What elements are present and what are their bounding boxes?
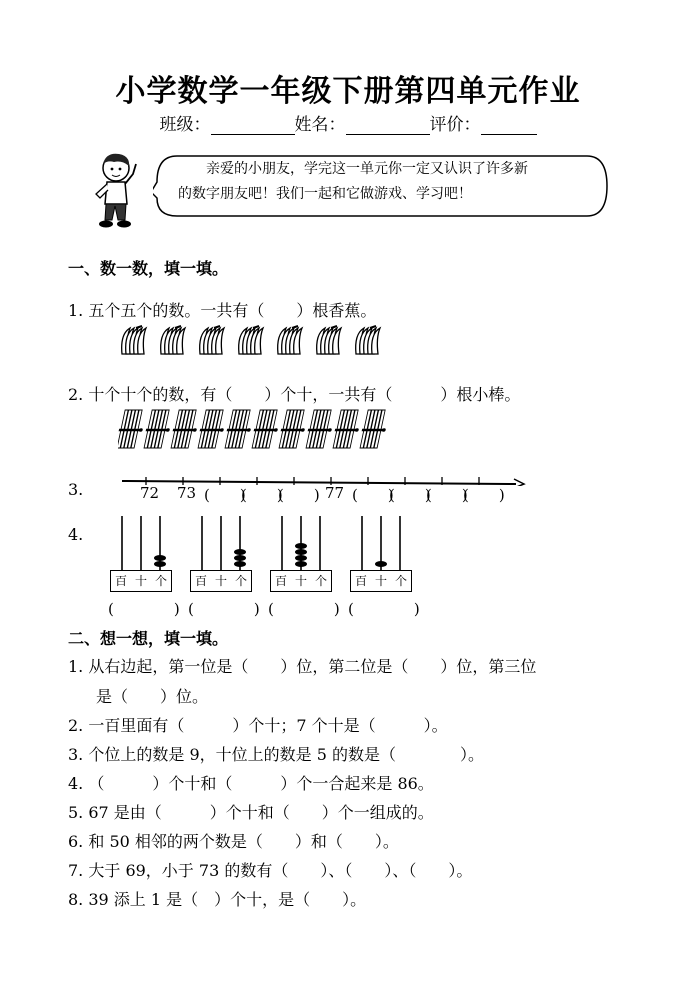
number-line-value: 73 — [177, 484, 197, 502]
abacus — [268, 512, 340, 620]
abacus-answer-blank[interactable]: ( ) — [268, 600, 340, 618]
question-2-7: 7. 大于 69，小于 73 的数有（ ）、（ ）、（ ）。 — [68, 861, 473, 880]
place-label: 百 — [194, 574, 207, 588]
abacus-bead — [234, 561, 246, 567]
abacus-place-labels — [350, 570, 412, 592]
place-label: 百 — [354, 574, 367, 588]
question-2-5: 5. 67 是由（ ）个十和（ ）个一组成的。 — [68, 803, 434, 822]
place-label: 十 — [134, 574, 147, 588]
place-label: 十 — [374, 574, 387, 588]
number-line-blank[interactable]: ( ) — [352, 486, 394, 504]
name-label: 姓名： — [294, 115, 346, 135]
stick-bundle — [169, 410, 201, 448]
bananas-row — [118, 324, 398, 362]
banana-bunch — [200, 326, 224, 354]
speech-line-2: 的数字朋友吧！我们一起和它做游戏、学习吧！ — [178, 186, 472, 202]
abacus-answer-blank[interactable]: ( ) — [108, 600, 180, 618]
question-2-4: 4. （ ）个十和（ ）个一合起来是 86。 — [68, 774, 434, 793]
abacus-bead — [154, 555, 166, 561]
number-line-value: 77 — [325, 484, 345, 502]
boy-illustration — [86, 150, 148, 232]
student-info-line — [0, 110, 696, 135]
stick-bundle — [196, 410, 228, 448]
number-line-value: 72 — [140, 484, 160, 502]
place-label: 百 — [114, 574, 127, 588]
abacus-bead — [234, 555, 246, 561]
place-label: 十 — [294, 574, 307, 588]
question-1-1: 1. 五个五个的数。一共有（ ）根香蕉。 — [68, 301, 377, 320]
abacus — [108, 512, 180, 620]
abacus-bead — [295, 549, 307, 555]
stick-bundle — [304, 410, 336, 448]
banana-bunch — [161, 326, 185, 354]
abacus-bead — [234, 549, 246, 555]
abacus — [188, 512, 260, 620]
number-line-blank[interactable]: ( ) — [204, 486, 246, 504]
stick-bundle — [331, 410, 363, 448]
stick-bundle — [142, 410, 174, 448]
banana-bunch — [239, 326, 263, 354]
page-title: 小学数学一年级下册第四单元作业 — [115, 74, 581, 109]
abacus — [348, 512, 420, 620]
abacus-bead — [375, 561, 387, 567]
section-1-heading: 一、数一数，填一填。 — [68, 259, 229, 278]
abacus-bead — [295, 543, 307, 549]
number-line-blank[interactable]: ( ) — [426, 486, 468, 504]
number-line-labels — [140, 484, 520, 504]
number-line-blank[interactable]: ( ) — [241, 486, 283, 504]
question-1-3-number: 3. — [68, 480, 84, 499]
banana-bunch — [278, 326, 302, 354]
stick-bundle — [358, 410, 390, 448]
abacus-answer-blank[interactable]: ( ) — [348, 600, 420, 618]
abacus-bead — [295, 555, 307, 561]
abacus-bead — [295, 561, 307, 567]
grade-label: 评价： — [429, 115, 481, 135]
stick-bundle — [223, 410, 255, 448]
speech-line-1: 亲爱的小朋友，学完这一单元你一定又认识了许多新 — [206, 161, 528, 177]
class-blank[interactable] — [211, 116, 295, 135]
number-line-blank[interactable]: ( ) — [463, 486, 505, 504]
banana-bunch — [356, 326, 380, 354]
question-2-8: 8. 39 添上 1 是（ ）个十，是（ ）。 — [68, 890, 367, 909]
class-label: 班级： — [159, 115, 211, 135]
question-2-1: 1. 从右边起，第一位是（ ）位，第二位是（ ）位，第三位 — [68, 657, 537, 676]
name-blank[interactable] — [346, 116, 430, 135]
place-label: 个 — [154, 574, 167, 588]
question-2-3: 3. 个位上的数是 9，十位上的数是 5 的数是（ ）。 — [68, 745, 484, 764]
banana-bunch — [122, 326, 146, 354]
banana-bunch — [317, 326, 341, 354]
number-line-blank[interactable]: ( ) — [278, 486, 320, 504]
place-label: 十 — [214, 574, 227, 588]
place-label: 百 — [274, 574, 287, 588]
grade-blank[interactable] — [481, 116, 537, 135]
question-1-4-number: 4. — [68, 525, 84, 544]
speech-text — [178, 157, 596, 207]
section-2-heading: 二、想一想，填一填。 — [68, 629, 229, 648]
question-2-2: 2. 一百里面有（ ）个十；7 个十是（ ）。 — [68, 716, 448, 735]
abacus-bead — [154, 561, 166, 567]
place-label: 个 — [234, 574, 247, 588]
place-label: 个 — [314, 574, 327, 588]
question-1-2: 2. 十个十个的数，有（ ）个十，一共有（ ）根小棒。 — [68, 385, 521, 404]
stick-bundles-row — [118, 406, 398, 456]
abacus-group — [108, 512, 428, 620]
stick-bundle — [118, 410, 147, 448]
abacus-place-labels — [270, 570, 332, 592]
stick-bundle — [277, 410, 309, 448]
abacus-place-labels — [190, 570, 252, 592]
question-2-1-cont: 是（ ）位。 — [96, 687, 209, 706]
question-2-6: 6. 和 50 相邻的两个数是（ ）和（ ）。 — [68, 832, 399, 851]
place-label: 个 — [394, 574, 407, 588]
abacus-place-labels — [110, 570, 172, 592]
abacus-answer-blank[interactable]: ( ) — [188, 600, 260, 618]
number-line-blank[interactable]: ( ) — [389, 486, 431, 504]
stick-bundle — [250, 410, 282, 448]
